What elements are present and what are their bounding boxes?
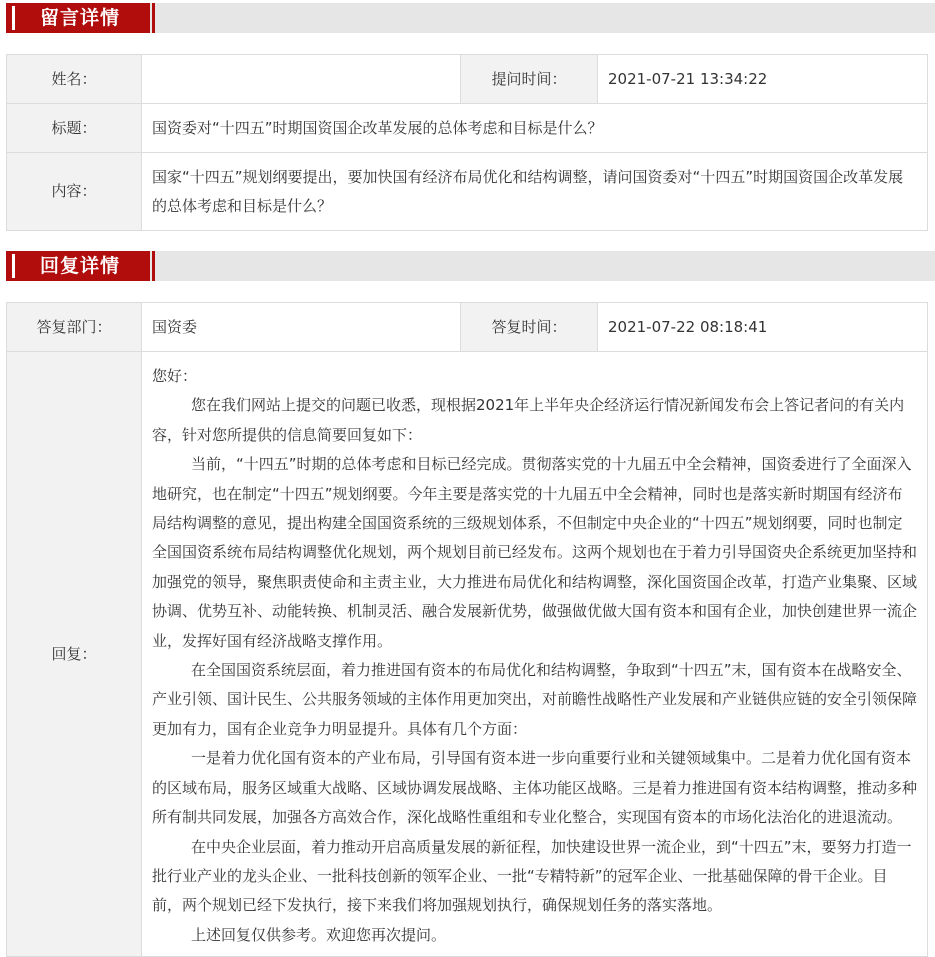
reply-label: 回复： xyxy=(7,352,142,957)
reply-time-label: 答复时间： xyxy=(461,303,598,352)
tag-left-stripe xyxy=(12,6,15,30)
reply-row xyxy=(7,352,928,957)
tag-right-stripe xyxy=(152,3,155,33)
subject-label: 标题： xyxy=(7,104,142,153)
tag-left-stripe xyxy=(12,254,15,278)
ask-time-label: 提问时间： xyxy=(461,55,598,104)
reply-time-value: 2021-07-22 08:18:41 xyxy=(598,303,928,352)
dept-label: 答复部门： xyxy=(7,303,142,352)
reply-details-title: 回复详情 xyxy=(40,255,121,277)
content-row xyxy=(7,153,928,231)
reply-paragraph: 一是着力优化国有资本的产业布局，引导国有资本进一步向重要行业和关键领域集中。二是着力优化国有资本的区域布局，服务区域重大战略、区域协调发展战略、主体功能区战略。三是着力推进国有资本结构调整，推动多种所有制共同发展，加强各方高效合作，深化战略性重组和专业化整合，实现国有资本的市场化法治化的进退流动。 xyxy=(152,749,918,827)
message-details-tag xyxy=(6,3,150,33)
reply-paragraph: 当前，“十四五”时期的总体考虑和目标已经完成。贯彻落实党的十九届五中全会精神，国资委进行了全面深入地研究，也在制定“十四五”规划纲要。今年主要是落实党的十九届五中全会精神，同时也是落实新时期国有经济布局结构调整的意见，提出构建全国国资系统的三级规划体系，不但制定中央企业的“十四五”规划纲要，同时也制定全国国资系统布局结构调整优化规划，两个规划目前已经发布。这两个规划也在于着力引导国资央企系统更加坚持和加强党的领导，聚焦职责使命和主责主业，大力推进布局优化和结构调整，深化国资国企改革，打造产业集聚、区域协调、优势互补、动能转换、机制灵活、融合发展新优势，做强做优做大国有资本和国有企业，加快创建世界一流企业，发挥好国有经济战略支撑作用。 xyxy=(152,455,918,650)
message-details-title: 留言详情 xyxy=(40,7,121,29)
reply-content xyxy=(142,352,928,957)
subject-value: 国资委对“十四五”时期国资国企改革发展的总体考虑和目标是什么？ xyxy=(142,104,928,153)
name-label: 姓名： xyxy=(7,55,142,104)
reply-paragraph: 在中央企业层面，着力推动开启高质量发展的新征程，加快建设世界一流企业，到“十四五”末，要努力打造一批行业产业的龙头企业、一批科技创新的领军企业、一批“专精特新”的冠军企业、一批基础保障的骨干企业。目前，两个规划已经下发执行，接下来我们将加强规划执行，确保规划任务的落实落地。 xyxy=(152,837,912,915)
ask-time-value: 2021-07-21 13:34:22 xyxy=(598,55,928,104)
message-details-table xyxy=(6,54,928,231)
reply-details-table xyxy=(6,302,928,957)
reply-details-tag xyxy=(6,251,150,281)
reply-paragraph: 上述回复仅供参考。欢迎您再次提问。 xyxy=(191,925,447,944)
message-details-header xyxy=(6,3,935,33)
tag-right-stripe xyxy=(152,251,155,281)
dept-value: 国资委 xyxy=(142,303,461,352)
subject-row xyxy=(7,104,928,153)
reply-paragraph: 您在我们网站上提交的问题已收悉，现根据2021年上半年央企经济运行情况新闻发布会上答记者问的有关内容，针对您所提供的信息简要回复如下： xyxy=(152,396,905,444)
dept-row xyxy=(7,303,928,352)
content-label: 内容： xyxy=(7,153,142,231)
reply-details-header xyxy=(6,251,935,281)
reply-greeting: 您好： xyxy=(152,367,198,385)
name-value xyxy=(142,55,461,104)
name-row xyxy=(7,55,928,104)
reply-paragraph: 在全国国资系统层面，着力推进国有资本的布局优化和结构调整，争取到“十四五”末，国有资本在战略安全、产业引领、国计民生、公共服务领域的主体作用更加突出，对前瞻性战略性产业发展和产业链供应链的安全引领保障更加有力，国有企业竞争力明显提升。具体有几个方面： xyxy=(152,661,918,738)
content-value: 国家“十四五”规划纲要提出，要加快国有经济布局优化和结构调整，请问国资委对“十四五”时期国资国企改革发展的总体考虑和目标是什么？ xyxy=(142,153,928,231)
